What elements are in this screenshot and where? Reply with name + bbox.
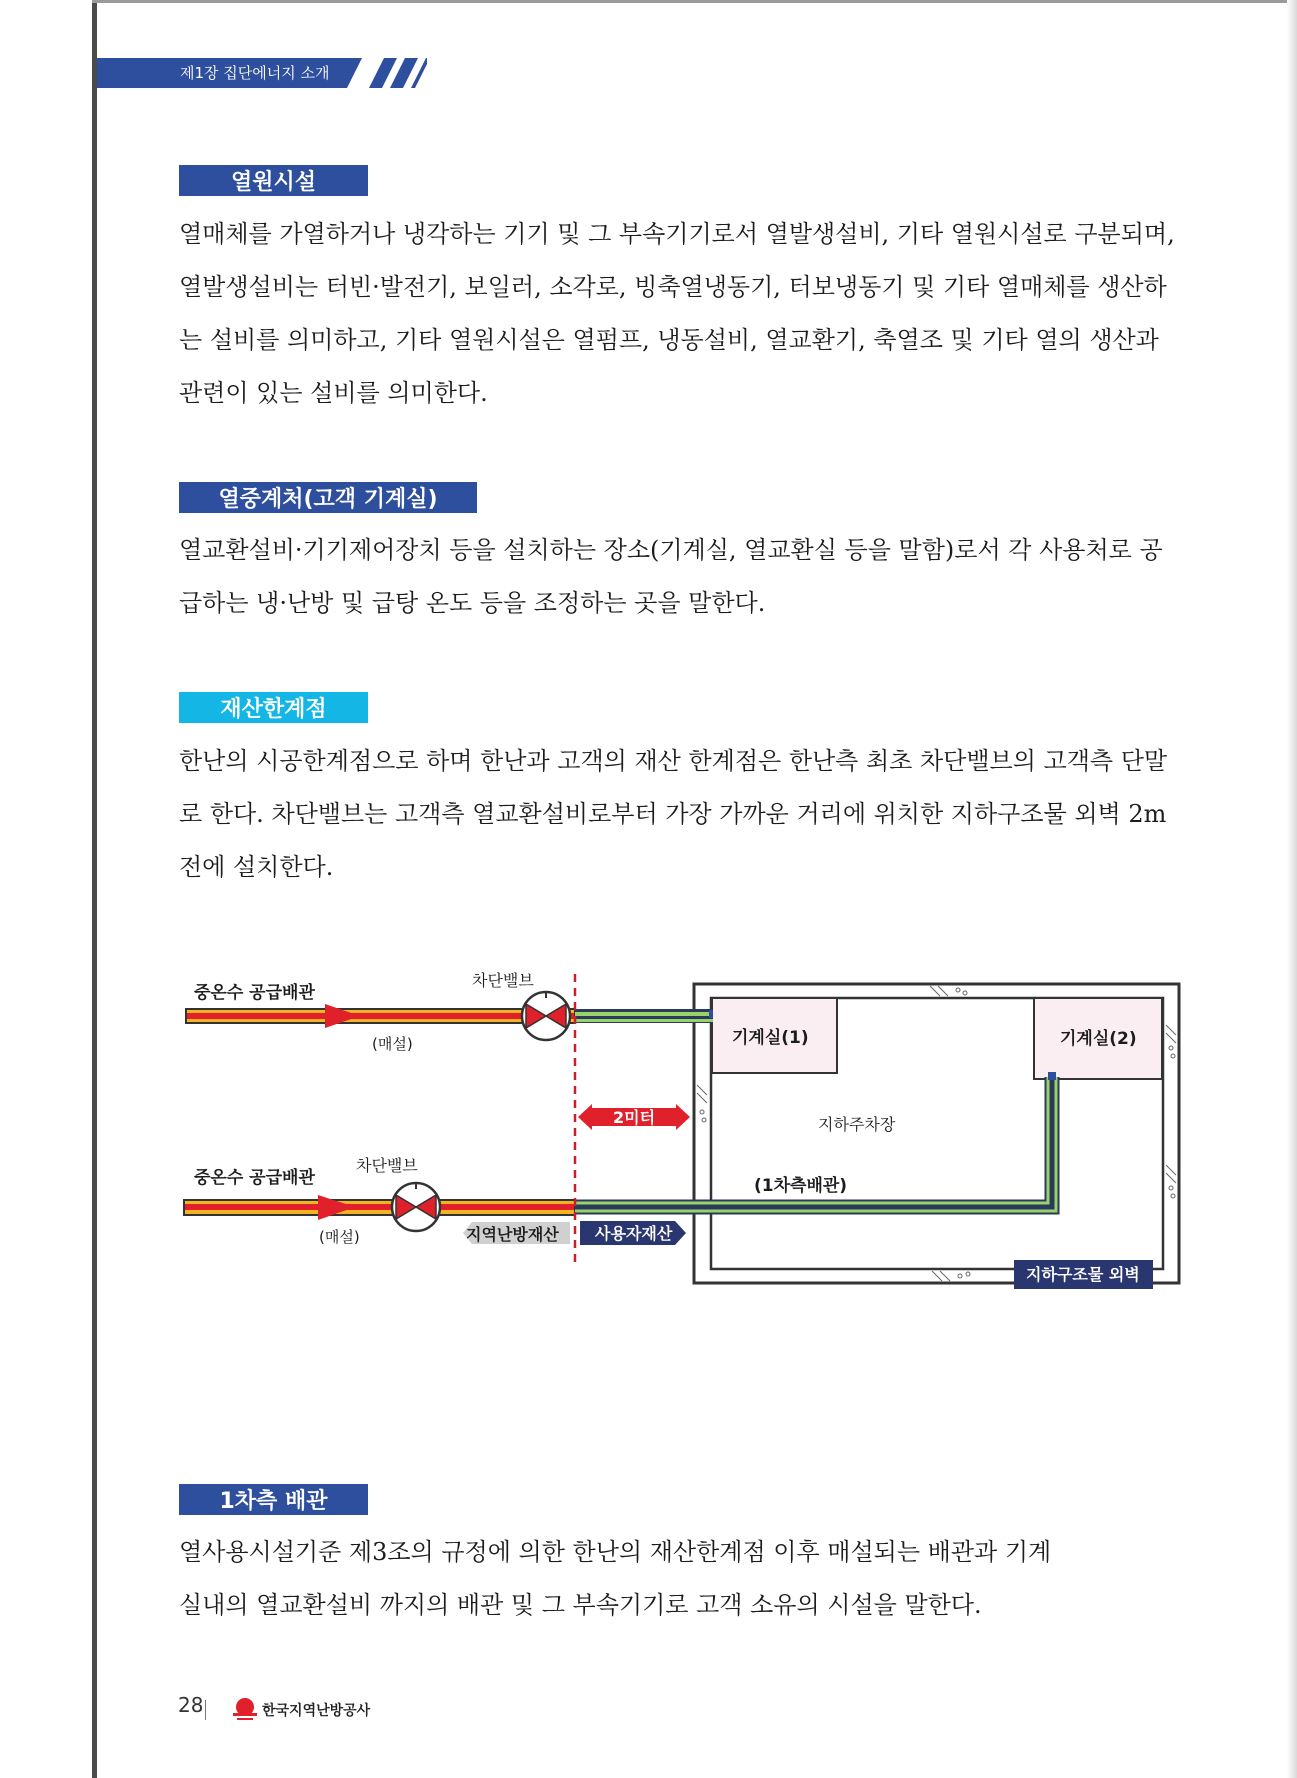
- customer-pipe-top: [575, 1009, 713, 1023]
- section-body-heat-relay: [179, 524, 1163, 630]
- paragraph-line: 열교환설비·기기제어장치 등을 설치하는 장소(기계실, 열교환실 등을 말함)로서 각 사용처로 공: [179, 536, 1163, 564]
- paragraph-line: 열매체를 가열하거나 냉각하는 기기 및 그 부속기기로서 열발생설비, 기타 열원시설로 구분되며,: [179, 220, 1175, 248]
- primary-pipe-label: (1차측배관): [754, 1176, 848, 1196]
- chapter-title: 제1장 집단에너지 소개: [180, 64, 330, 82]
- company-logo-text: 한국지역난방공사: [262, 1703, 371, 1719]
- supply-pipe-bottom-label: 중온수 공급배관: [194, 1168, 315, 1188]
- user-property-label: 사용자재산: [595, 1224, 673, 1243]
- supply-pipe-top: [186, 1004, 575, 1028]
- district-property-label: 지역난방재산: [466, 1225, 559, 1244]
- page-number: 28: [178, 1693, 204, 1717]
- paragraph-line: 급하는 냉·난방 및 급탕 온도 등을 조정하는 곳을 말한다.: [179, 589, 766, 617]
- supply-pipe-bottom: [184, 1195, 575, 1220]
- cutoff-valve-top: [522, 992, 570, 1040]
- page-top-edge: [92, 0, 1297, 3]
- paragraph-line: 전에 설치한다.: [179, 853, 334, 881]
- machine-room-1-label: 기계실(1): [732, 1028, 809, 1048]
- paragraph-line: 열사용시설기준 제3조의 규정에 의한 한난의 재산한계점 이후 매설되는 배관과 기계: [179, 1538, 1052, 1566]
- section-heading-heat-relay: 열중계처(고객 기계실): [179, 482, 477, 513]
- buried-bottom-label: (매설): [319, 1228, 360, 1246]
- page-shadow: [1287, 0, 1297, 1778]
- parking-label: 지하주차장: [818, 1115, 896, 1134]
- paragraph-line: 로 한다. 차단밸브는 고객측 열교환설비로부터 가장 가까운 거리에 위치한 지하구조물 외벽 2m: [179, 800, 1167, 828]
- supply-pipe-top-label: 중온수 공급배관: [194, 983, 315, 1003]
- section-body-property-boundary: [179, 735, 1167, 894]
- section-body-heat-source: [179, 208, 1175, 420]
- distance-label: 2미터: [613, 1108, 656, 1127]
- footer-divider: [205, 1700, 206, 1720]
- section-heading-heat-source: 열원시설: [179, 165, 368, 196]
- valve-top-label: 차단밸브: [472, 971, 534, 990]
- outer-wall-label: 지하구조물 외벽: [1026, 1265, 1140, 1284]
- paragraph-line: 열발생설비는 터빈·발전기, 보일러, 소각로, 빙축열냉동기, 터보냉동기 및 기타 열매체를 생산하: [179, 273, 1167, 301]
- paragraph-line: 는 설비를 의미하고, 기타 열원시설은 열펌프, 냉동설비, 열교환기, 축열조 및 기타 열의 생산과: [179, 326, 1159, 354]
- section-body-primary-pipe: [179, 1526, 1051, 1632]
- section-heading-property-boundary: 재산한계점: [179, 692, 368, 723]
- section-heading-primary-pipe: 1차측 배관: [179, 1484, 368, 1515]
- property-boundary-diagram: [0, 960, 1297, 1300]
- paragraph-line: 관련이 있는 설비를 의미한다.: [179, 379, 488, 407]
- paragraph-line: 실내의 열교환설비 까지의 배관 및 그 부속기기로 고객 소유의 시설을 말한다.: [179, 1591, 982, 1619]
- machine-room-2-label: 기계실(2): [1060, 1029, 1137, 1049]
- valve-bottom-label: 차단밸브: [356, 1156, 418, 1175]
- paragraph-line: 한난의 시공한계점으로 하며 한난과 고객의 재산 한계점은 한난측 최초 차단밸브의 고객측 단말: [179, 747, 1168, 775]
- buried-top-label: (매설): [372, 1035, 413, 1053]
- cutoff-valve-bottom: [392, 1183, 440, 1231]
- company-logo-icon: [231, 1696, 259, 1722]
- page-binding-edge: [92, 0, 97, 1778]
